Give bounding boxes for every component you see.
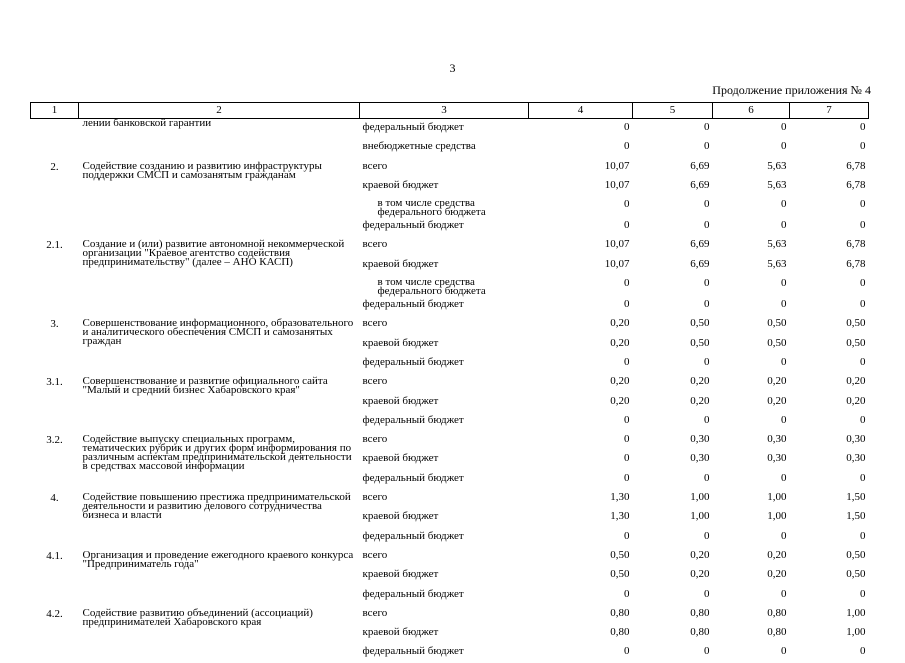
item-number: 3.2. — [46, 434, 63, 447]
item-name: Совершенствование и развитие официального сайта "Малый и средний бизнес Хабаровского края" — [82, 375, 328, 397]
amount-cell: 6,69 — [690, 159, 710, 172]
column-header: 7 — [790, 103, 869, 119]
amount-cell: 0 — [781, 298, 787, 311]
amount-cell: 0,50 — [690, 317, 710, 330]
amount-cell: 0 — [624, 121, 630, 133]
appendix-continuation-label: Продолжение приложения № 4 — [712, 83, 871, 97]
amount-cell: 6,69 — [690, 257, 710, 270]
amount-cell: 0,80 — [610, 626, 630, 639]
amount-cell: 0 — [781, 587, 787, 600]
amount-cell: 0 — [860, 529, 866, 542]
amount-cell: 1,00 — [846, 626, 866, 639]
item-number: 2.1. — [46, 239, 63, 252]
funding-source: краевой бюджет — [362, 510, 439, 523]
amount-cell: 0 — [860, 645, 866, 658]
funding-source: краевой бюджет — [362, 178, 439, 191]
funding-source: краевой бюджет — [362, 257, 439, 270]
funding-source: федеральный бюджет — [362, 219, 464, 232]
funding-source: всего — [362, 375, 388, 388]
funding-source: краевой бюджет — [362, 394, 439, 407]
amount-cell: 0 — [704, 413, 710, 426]
table-row — [31, 158, 869, 177]
funding-source: в том числе средства федерального бюджета — [377, 197, 486, 219]
funding-source: федеральный бюджет — [362, 298, 464, 311]
amount-cell: 6,78 — [846, 159, 866, 172]
amount-cell: 10,07 — [604, 178, 630, 191]
amount-cell: 0 — [704, 355, 710, 368]
item-number: 4. — [50, 492, 59, 505]
amount-cell: 0,20 — [610, 336, 630, 349]
amount-cell: 0,80 — [690, 606, 710, 619]
item-name: Содействие созданию и развитию инфраструктуры поддержки СМСП и самозанятым гражданам — [82, 159, 322, 181]
amount-cell: 0 — [860, 413, 866, 426]
amount-cell: 5,63 — [767, 257, 787, 270]
amount-cell: 0 — [860, 140, 866, 153]
column-header: 4 — [529, 103, 633, 119]
amount-cell: 1,00 — [846, 606, 866, 619]
amount-cell: 1,00 — [690, 491, 710, 504]
item-name: лении банковской гарантии — [82, 117, 212, 129]
funding-source: федеральный бюджет — [362, 645, 464, 658]
amount-cell: 0 — [781, 645, 787, 658]
amount-cell: 6,69 — [690, 178, 710, 191]
amount-cell: 1,00 — [767, 491, 787, 504]
amount-cell: 1,50 — [846, 510, 866, 523]
amount-cell: 1,00 — [767, 510, 787, 523]
amount-cell: 0 — [624, 298, 630, 311]
item-number: 3.1. — [46, 376, 63, 389]
amount-cell: 0 — [704, 277, 710, 290]
amount-cell: 0 — [781, 198, 787, 211]
funding-source: краевой бюджет — [362, 452, 439, 465]
funding-source: всего — [362, 238, 388, 251]
amount-cell: 0,20 — [846, 394, 866, 407]
funding-source: всего — [362, 317, 388, 330]
item-name: Организация и проведение ежегодного краевого конкурса "Предприниматель года" — [82, 548, 354, 570]
amount-cell: 0 — [860, 298, 866, 311]
amount-cell: 0 — [781, 219, 787, 232]
amount-cell: 0,30 — [690, 452, 710, 465]
table-row — [31, 489, 869, 508]
amount-cell: 0 — [624, 140, 630, 153]
amount-cell: 0,20 — [767, 568, 787, 581]
amount-cell: 0,50 — [846, 548, 866, 561]
amount-cell: 0,20 — [690, 394, 710, 407]
amount-cell: 0 — [781, 355, 787, 368]
amount-cell: 0,20 — [690, 568, 710, 581]
item-name: Содействие повышению престижа предпринимательской деятельности и развитию делового сотрудничества бизнеса и власти — [82, 491, 351, 522]
funding-source: внебюджетные средства — [362, 140, 476, 153]
item-number: 3. — [50, 318, 59, 331]
amount-cell: 5,63 — [767, 159, 787, 172]
amount-cell: 0,20 — [610, 375, 630, 388]
amount-cell: 1,30 — [610, 510, 630, 523]
funding-source: в том числе средства федерального бюджета — [377, 276, 486, 298]
amount-cell: 0,50 — [690, 336, 710, 349]
page-number: 3 — [449, 61, 456, 75]
funding-source: всего — [362, 433, 388, 446]
item-name: Совершенствование информационного, образовательного и аналитического обеспечения СМСП и самозанятых граждан — [82, 317, 354, 348]
amount-cell: 0,20 — [610, 394, 630, 407]
amount-cell: 0,50 — [846, 568, 866, 581]
amount-cell: 0 — [624, 433, 630, 446]
amount-cell: 0 — [704, 529, 710, 542]
item-number: 4.1. — [46, 549, 63, 562]
amount-cell: 0,50 — [767, 317, 787, 330]
amount-cell: 0,80 — [767, 626, 787, 639]
amount-cell: 0,20 — [767, 548, 787, 561]
amount-cell: 0,80 — [690, 626, 710, 639]
amount-cell: 0,20 — [767, 394, 787, 407]
table-row — [31, 605, 869, 624]
amount-cell: 6,78 — [846, 178, 866, 191]
amount-cell: 0 — [704, 298, 710, 311]
item-name: Содействие выпуску специальных программ, тематических рубрик и других форм информирования по различным аспектам предпринимательской деятельности в средствах массовой информации — [82, 433, 352, 473]
table-row — [31, 119, 869, 139]
amount-cell: 0 — [624, 355, 630, 368]
funding-source: всего — [362, 606, 388, 619]
amount-cell: 0,30 — [767, 433, 787, 446]
amount-cell: 0 — [860, 587, 866, 600]
amount-cell: 0 — [781, 121, 787, 133]
amount-cell: 0,30 — [846, 433, 866, 446]
amount-cell: 0 — [781, 140, 787, 153]
funding-source: федеральный бюджет — [362, 529, 464, 542]
amount-cell: 0 — [781, 471, 787, 484]
amount-cell: 0,30 — [690, 433, 710, 446]
amount-cell: 0 — [860, 219, 866, 232]
amount-cell: 0 — [860, 277, 866, 290]
amount-cell: 0 — [860, 198, 866, 211]
amount-cell: 10,07 — [604, 159, 630, 172]
amount-cell: 0 — [624, 198, 630, 211]
amount-cell: 0 — [704, 198, 710, 211]
table-row — [31, 315, 869, 334]
column-header: 1 — [31, 103, 79, 119]
amount-cell: 0 — [624, 471, 630, 484]
amount-cell: 5,63 — [767, 178, 787, 191]
amount-cell: 6,69 — [690, 238, 710, 251]
amount-cell: 0,20 — [690, 375, 710, 388]
item-name: Содействие развитию объединений (ассоциаций) предпринимателей Хабаровского края — [82, 606, 313, 628]
amount-cell: 1,00 — [690, 510, 710, 523]
amount-cell: 1,30 — [610, 491, 630, 504]
funding-source: федеральный бюджет — [362, 355, 464, 368]
column-header: 3 — [360, 103, 529, 119]
funding-source: федеральный бюджет — [362, 121, 464, 133]
column-header: 6 — [713, 103, 790, 119]
amount-cell: 0 — [624, 277, 630, 290]
table-body — [31, 119, 869, 663]
amount-cell: 0,20 — [767, 375, 787, 388]
item-number: 4.2. — [46, 607, 63, 620]
amount-cell: 0 — [624, 529, 630, 542]
amount-cell: 5,63 — [767, 238, 787, 251]
funding-source: федеральный бюджет — [362, 471, 464, 484]
table-row — [31, 236, 869, 255]
amount-cell: 0 — [624, 219, 630, 232]
funding-source: всего — [362, 491, 388, 504]
amount-cell: 0,50 — [846, 317, 866, 330]
amount-cell: 0,50 — [610, 548, 630, 561]
amount-cell: 0,50 — [610, 568, 630, 581]
amount-cell: 6,78 — [846, 238, 866, 251]
amount-cell: 0 — [704, 140, 710, 153]
amount-cell: 0 — [704, 121, 710, 133]
amount-cell: 0 — [781, 277, 787, 290]
amount-cell: 0 — [624, 413, 630, 426]
amount-cell: 0 — [860, 121, 866, 133]
amount-cell: 0,50 — [846, 336, 866, 349]
amount-cell: 0 — [860, 471, 866, 484]
amount-cell: 0 — [624, 587, 630, 600]
column-header: 5 — [633, 103, 713, 119]
amount-cell: 0,20 — [846, 375, 866, 388]
funding-source: всего — [362, 159, 388, 172]
amount-cell: 0 — [624, 452, 630, 465]
amount-cell: 0 — [624, 645, 630, 658]
item-number — [31, 119, 79, 158]
amount-cell: 0 — [860, 355, 866, 368]
table-row — [31, 373, 869, 392]
funding-source: краевой бюджет — [362, 336, 439, 349]
table-row — [31, 547, 869, 566]
column-header: 2 — [79, 103, 360, 119]
funding-source: всего — [362, 548, 388, 561]
item-number: 2. — [50, 160, 59, 173]
funding-source: краевой бюджет — [362, 626, 439, 639]
amount-cell: 0,80 — [767, 606, 787, 619]
table-row — [31, 431, 869, 450]
amount-cell: 0 — [704, 645, 710, 658]
amount-cell: 10,07 — [604, 257, 630, 270]
amount-cell: 6,78 — [846, 257, 866, 270]
amount-cell: 0,20 — [690, 548, 710, 561]
amount-cell: 0 — [704, 587, 710, 600]
amount-cell: 0,80 — [610, 606, 630, 619]
amount-cell: 0 — [781, 413, 787, 426]
funding-source: краевой бюджет — [362, 568, 439, 581]
amount-cell: 0,20 — [610, 317, 630, 330]
amount-cell: 0 — [704, 219, 710, 232]
funding-source: федеральный бюджет — [362, 587, 464, 600]
amount-cell: 0 — [704, 471, 710, 484]
amount-cell: 0,30 — [846, 452, 866, 465]
amount-cell: 0,50 — [767, 336, 787, 349]
amount-cell: 1,50 — [846, 491, 866, 504]
budget-table — [30, 102, 869, 663]
item-name: Создание и (или) развитие автономной некоммерческой организации "Краевое агентство содействия предпринимательству" (далее – АНО КАСП) — [82, 238, 345, 269]
amount-cell: 10,07 — [604, 238, 630, 251]
amount-cell: 0,30 — [767, 452, 787, 465]
funding-source: федеральный бюджет — [362, 413, 464, 426]
amount-cell: 0 — [781, 529, 787, 542]
